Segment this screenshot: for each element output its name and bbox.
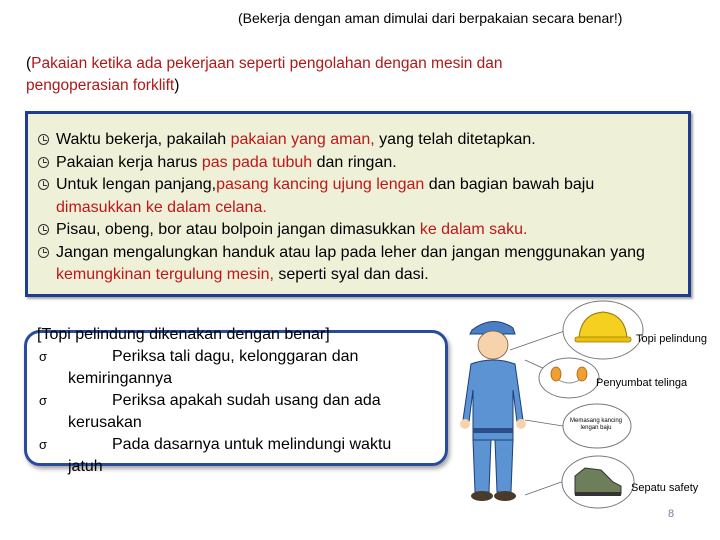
helmet-instructions: [37, 324, 437, 478]
helmet-icon: [563, 301, 643, 359]
helmet-item-continuation: kemiringannya: [68, 370, 173, 387]
subtitle-open-paren: (: [26, 55, 32, 72]
rule-item: Waktu bekerja, pakailah pakaian yang aman, yang telah ditetapkan.: [38, 129, 680, 152]
rule-item: Pakaian kerja harus pas pada tubuh dan ringan.: [38, 152, 680, 175]
label-helmet: Topi pelindung: [636, 333, 707, 345]
bullet-icon: σ: [39, 437, 48, 452]
worker-figure: [455, 300, 720, 510]
label-sleeve: Memasang kancing lengan baju: [569, 418, 623, 431]
slide-subtitle: [26, 53, 606, 97]
helmet-item-continuation: kerusakan: [68, 414, 142, 431]
worker-icon: [460, 321, 526, 501]
rule-item: Pisau, obeng, bor atau bolpoin jangan dimasukkan ke dalam saku.: [38, 219, 680, 242]
clock-bullet-icon: [38, 179, 49, 190]
clock-bullet-icon: [38, 247, 49, 258]
bullet-icon: σ: [39, 393, 48, 408]
clock-bullet-icon: [38, 157, 49, 168]
helmet-item: σ Periksa apakah sudah usang dan ada: [37, 390, 437, 412]
helmet-heading: [Topi pelindung dikenakan dengan benar]: [37, 326, 330, 343]
slide-title: (Bekerja dengan aman dimulai dari berpakaian secara benar!): [238, 10, 623, 26]
clock-bullet-icon: [38, 134, 49, 145]
rules-box: [25, 111, 691, 297]
helmet-item: σ Periksa tali dagu, kelonggaran dan: [37, 346, 437, 368]
rule-item: Jangan mengalungkan handuk atau lap pada leher dan jangan menggunakan yang kemungkinan tergulung mesin, seperti syal dan dasi.: [38, 242, 680, 287]
rule-item: Untuk lengan panjang,pasang kancing ujung lengan dan bagian bawah baju dimasukkan ke dalam celana.: [38, 174, 680, 219]
clock-bullet-icon: [38, 224, 49, 235]
helmet-item-continuation: jatuh: [68, 458, 103, 475]
subtitle-close-paren: ): [174, 77, 180, 94]
bullet-icon: σ: [39, 349, 48, 364]
label-shoes: Sepatu safety: [631, 482, 699, 494]
earplug-icon: [539, 358, 599, 398]
page-number: 8: [668, 508, 675, 520]
worker-illustration: [455, 300, 720, 510]
helmet-item: σ Pada dasarnya untuk melindungi waktu: [37, 434, 437, 456]
safety-shoe-icon: [562, 456, 634, 508]
label-earplug: Penyumbat telinga: [596, 377, 688, 389]
rules-list: [28, 114, 688, 287]
subtitle-text: Pakaian ketika ada pekerjaan seperti pengolahan dengan mesin dan pengoperasian forklift: [26, 55, 503, 94]
